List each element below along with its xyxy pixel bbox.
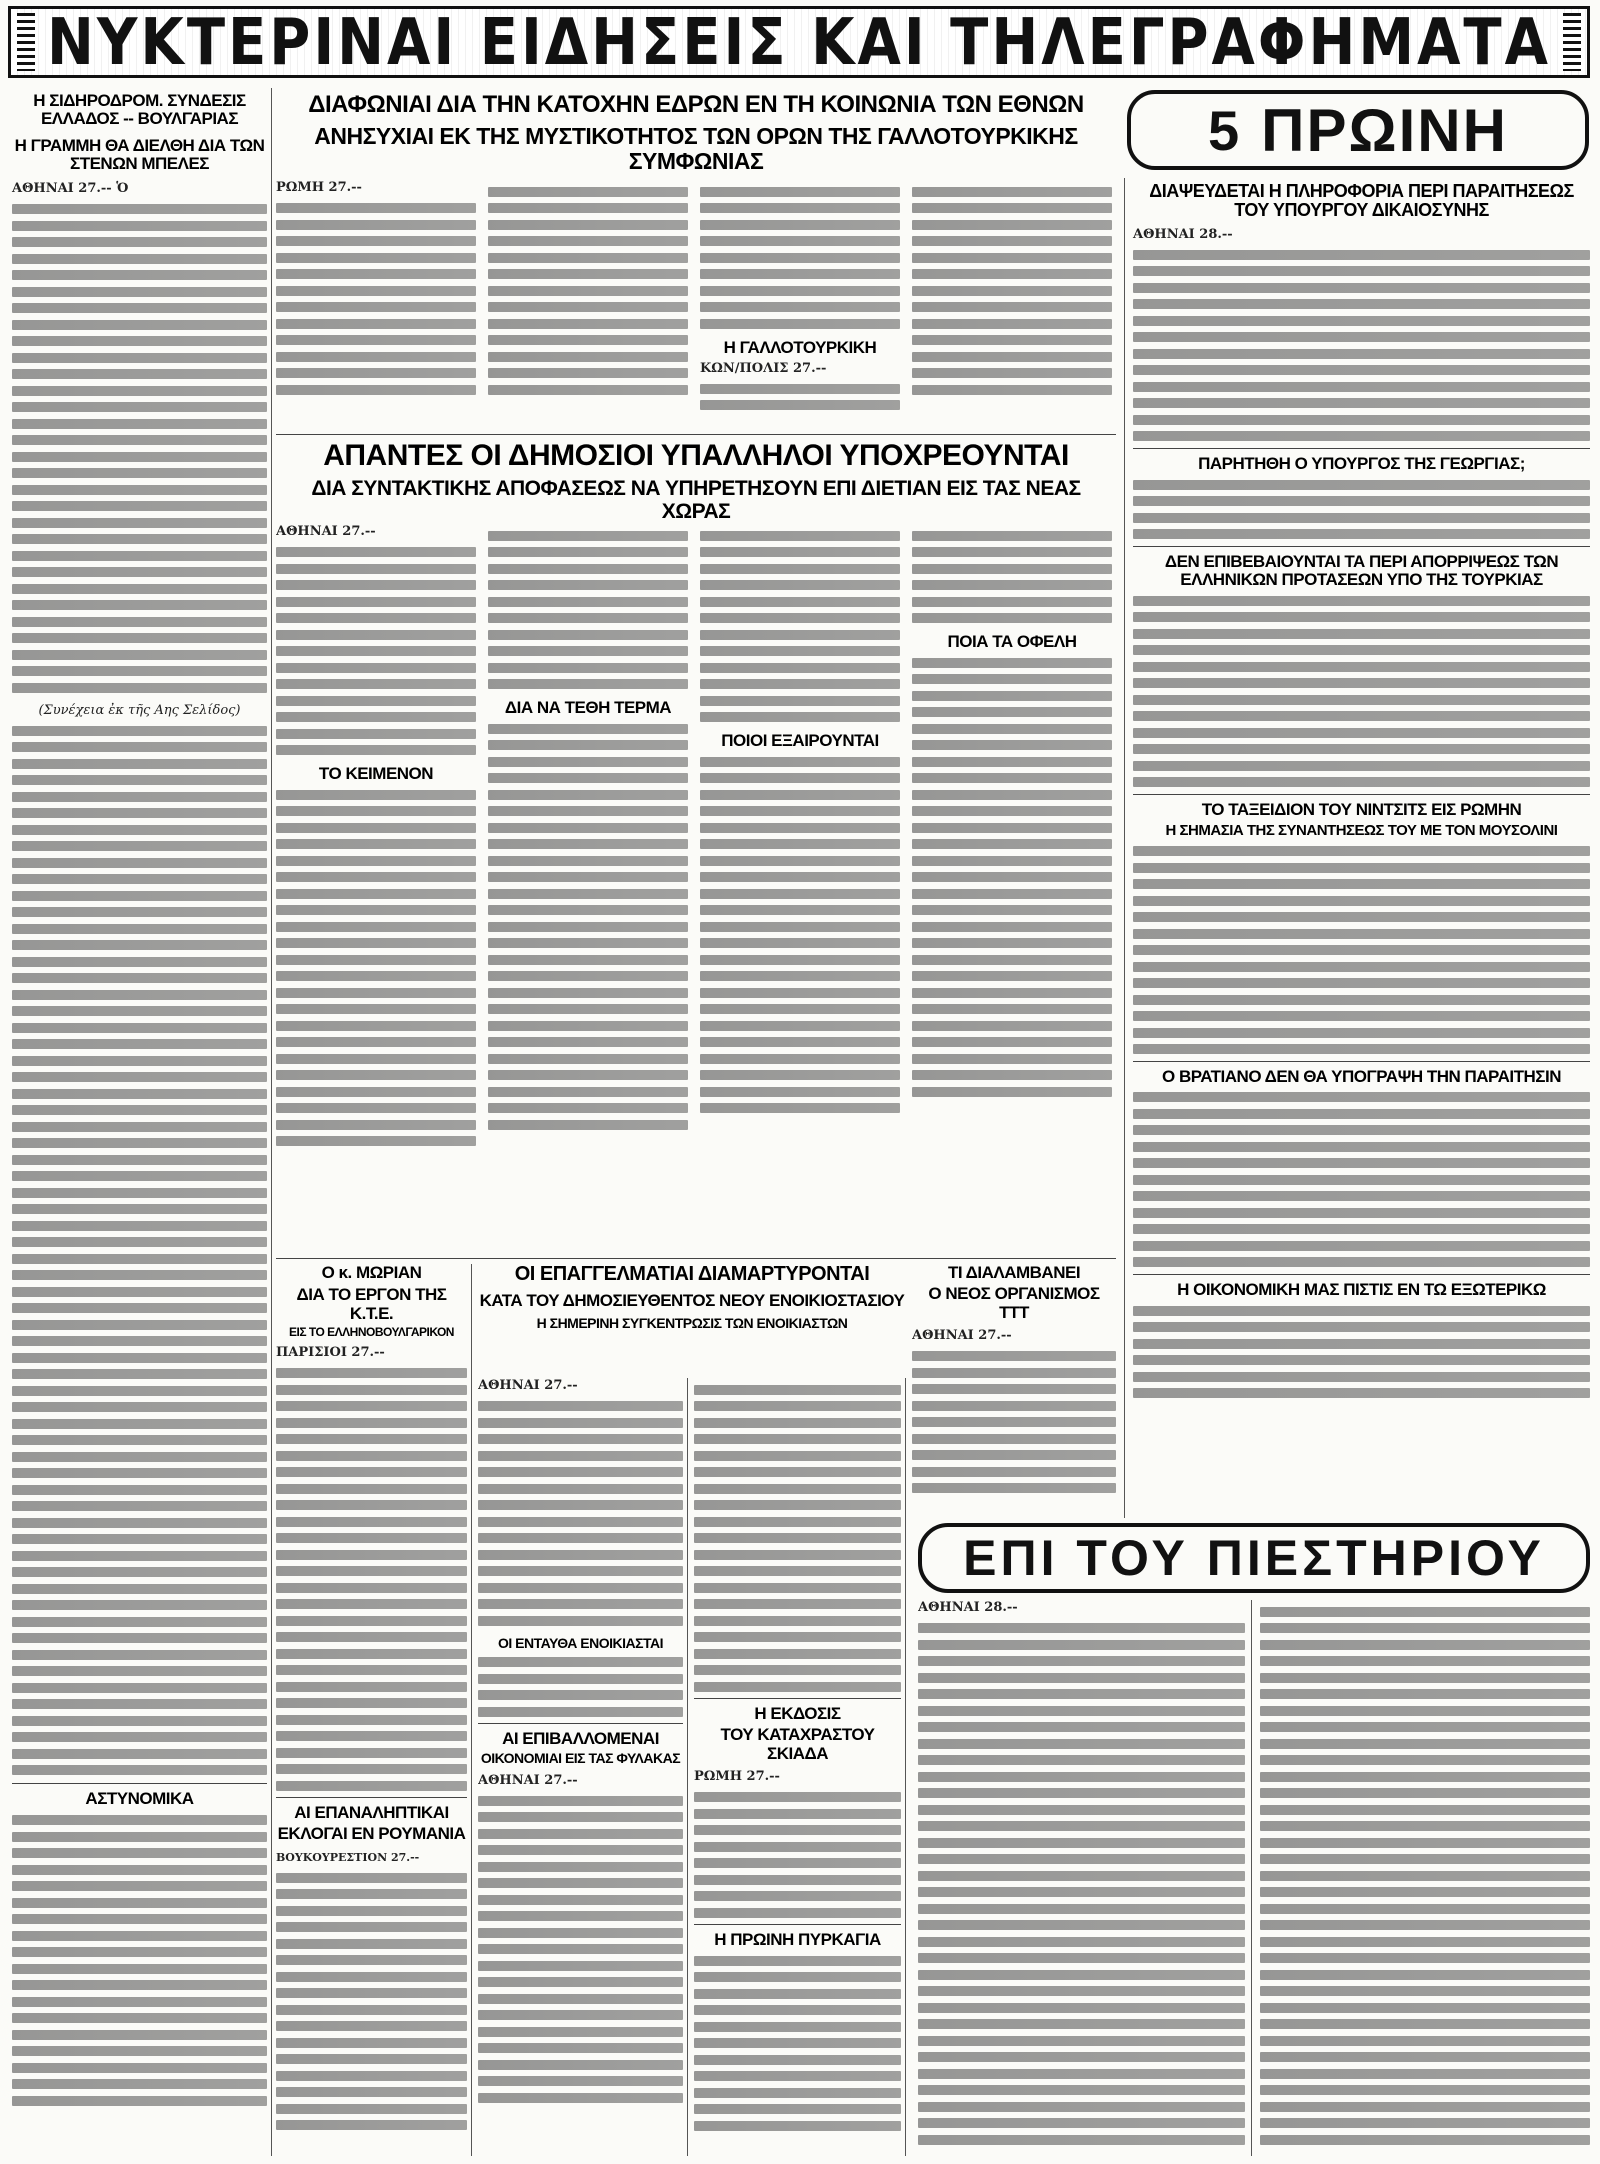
left-continuation-note: (Συνέχεια ἐκ τῆς Αης Σελίδος) bbox=[38, 702, 241, 718]
edition-badge-number: 5 bbox=[1208, 98, 1240, 162]
ttt-dateline: ΑΘΗΝΑΙ 27.-- bbox=[912, 1328, 1012, 1344]
tenants-headline-1: ΟΙ ΕΠΑΓΓΕΛΜΑΤΙΑΙ ΔΙΑΜΑΡΤΥΡΟΝΤΑΙ bbox=[514, 1264, 870, 1285]
top-article-rule bbox=[276, 434, 1116, 435]
agriculture-minister-headline: ΠΑΡΗΤΗΘΗ Ο ΥΠΟΥΡΓΟΣ ΤΗΣ ΓΕΩΡΓΙΑΣ; bbox=[1198, 453, 1525, 473]
mussolini-meeting-headline: Η ΣΗΜΑΣΙΑ ΤΗΣ ΣΥΝΑΝΤΗΣΕΩΣ ΤΟΥ ΜΕ ΤΟΝ ΜΟΥΣΟΛΙΝΙ bbox=[1165, 822, 1558, 840]
masthead bbox=[8, 6, 1590, 78]
ttt-headline-2: Ο ΝΕΟΣ ΟΡΓΑΝΙΣΜΟΣ ΤΤΤ bbox=[928, 1284, 1100, 1322]
left-column bbox=[8, 88, 272, 2156]
romania-headline-1: ΑΙ ΕΠΑΝΑΛΗΠΤΙΚΑΙ bbox=[294, 1803, 449, 1823]
top-article-body bbox=[276, 180, 1116, 430]
turkey-proposals-headline: ΔΕΝ ΕΠΙΒΕΒΑΙΟΥΝΤΑΙ ΤΑ ΠΕΡΙ ΑΠΟΡΡΙΨΕΩΣ ΤΩΝ ΕΛΛΗΝΙΚΩΝ ΠΡΟΤΑΣΕΩΝ ΥΠΟ ΤΗΣ ΤΟΥΡΚΙΑΣ bbox=[1164, 551, 1559, 590]
morian-dateline: ΠΑΡΙΣΙΟΙ 27.-- bbox=[276, 1345, 385, 1361]
middle-subheading-end: ΔΙΑ ΝΑ ΤΕΘΗ ΤΕΡΜΑ bbox=[504, 698, 672, 717]
tenants-dateline: ΑΘΗΝΑΙ 27.-- bbox=[478, 1378, 578, 1393]
romania-headline-2: ΕΚΛΟΓΑΙ ΕΝ ΡΟΥΜΑΝΙΑ bbox=[277, 1824, 466, 1844]
top-dateline: ΡΩΜΗ 27.-- bbox=[276, 180, 362, 195]
top-headline-1: ΔΙΑΦΩΝΙΑΙ ΔΙΑ ΤΗΝ ΚΑΤΟΧΗΝ ΕΔΡΩΝ ΕΝ ΤΗ ΚΟΙΝΩΝΙΑ ΤΩΝ ΕΘΝΩΝ bbox=[308, 92, 1084, 118]
left-dateline: ΑΘΗΝΑΙ 27.-- Ὁ bbox=[12, 181, 129, 197]
morian-headline-2: ΔΙΑ ΤΟ ΕΡΓΟΝ ΤΗΣ Κ.Τ.Ε. bbox=[296, 1285, 447, 1323]
tenants-headline-2: ΚΑΤΑ ΤΟΥ ΔΗΜΟΣΙΕΥΘΕΝΤΟΣ ΝΕΟΥ ΕΝΟΙΚΙΟΣΤΑΣΙΟΥ bbox=[479, 1290, 905, 1310]
press-col-left bbox=[918, 1600, 1252, 2156]
left-headline-1: Η ΣΙΔΗΡΟΔΡΟΜ. ΣΥΝΔΕΣΙΣ ΕΛΛΑΔΟΣ -- ΒΟΥΛΓΑΡΙΑΣ bbox=[33, 91, 246, 129]
skiadas-headline-1: Η ΕΚΔΟΣΙΣ bbox=[754, 1704, 841, 1723]
romania-dateline: ΒΟΥΚΟΥΡΕΣΤΙΟΝ 27.-- bbox=[276, 1850, 420, 1864]
middle-subheading-text: ΤΟ ΚΕΙΜΕΝΟΝ bbox=[318, 764, 434, 783]
masthead-ornament-left bbox=[17, 13, 35, 71]
tenants-headline-block bbox=[478, 1264, 906, 1384]
middle-subheading-exempt: ΠΟΙΟΙ ΕΞΑΙΡΟΥΝΤΑΙ bbox=[721, 731, 879, 750]
ttt-block bbox=[912, 1264, 1116, 1520]
justice-dateline: ΑΘΗΝΑΙ 28.-- bbox=[1133, 226, 1233, 242]
left-article-text bbox=[8, 204, 271, 693]
top-sub-dateline: ΚΩΝ/ΠΟΛΙΣ 27.-- bbox=[700, 360, 827, 376]
top-headline-block bbox=[276, 92, 1116, 176]
local-tenants-headline: ΟΙ ΕΝΤΑΥΘΑ ΕΝΟΙΚΙΑΣΤΑΙ bbox=[497, 1634, 664, 1651]
lower-col-a bbox=[276, 1264, 472, 2156]
prisons-dateline: ΑΘΗΝΑΙ 27.-- bbox=[478, 1772, 578, 1788]
middle-article-rule bbox=[276, 1258, 1116, 1259]
left-continued-text bbox=[8, 726, 271, 1776]
skiadas-headline-2: ΤΟΥ ΚΑΤΑΧΡΑΣΤΟΥ ΣΚΙΑΔΑ bbox=[720, 1725, 875, 1763]
justice-minister-headline: ΔΙΑΨΕΥΔΕΤΑΙ Η ΠΛΗΡΟΦΟΡΙΑ ΠΕΡΙ ΠΑΡΑΙΤΗΣΕΩΣ ΤΟΥ ΥΠΟΥΡΓΟΥ ΔΙΚΑΙΟΣΥΝΗΣ bbox=[1149, 181, 1574, 221]
top-headline-2: ΑΝΗΣΥΧΙΑΙ ΕΚ ΤΗΣ ΜΥΣΤΙΚΟΤΗΤΟΣ ΤΩΝ ΟΡΩΝ ΤΗΣ ΓΑΛΛΟΤΟΥΡΚΙΚΗΣ ΣΥΜΦΩΝΙΑΣ bbox=[314, 122, 1078, 174]
morian-headline-3: ΕΙΣ ΤΟ ΕΛΛΗΝΟΒΟΥΛΓΑΡΙΚΟΝ bbox=[289, 1325, 454, 1340]
middle-dateline: ΑΘΗΝΑΙ 27.-- bbox=[276, 524, 376, 539]
edition-badge bbox=[1127, 90, 1589, 170]
prisons-headline-1: ΑΙ ΕΠΙΒΑΛΛΟΜΕΝΑΙ bbox=[502, 1729, 659, 1749]
press-dateline: ΑΘΗΝΑΙ 28.-- bbox=[918, 1600, 1018, 1615]
left-police-text bbox=[8, 1815, 271, 2106]
morian-headline-1: Ο κ. ΜΩΡΙΑΝ bbox=[321, 1264, 422, 1282]
fire-headline: Η ΠΡΩΙΝΗ ΠΥΡΚΑΓΙΑ bbox=[714, 1930, 881, 1950]
prisons-headline-2: ΟΙΚΟΝΟΜΙΑΙ ΕΙΣ ΤΑΣ ΦΥΛΑΚΑΣ bbox=[480, 1750, 681, 1767]
credit-abroad-headline: Η ΟΙΚΟΝΟΜΙΚΗ ΜΑΣ ΠΙΣΤΙΣ ΕΝ ΤΩ ΕΞΩΤΕΡΙΚΩ bbox=[1177, 1279, 1546, 1299]
lower-col-c bbox=[694, 1378, 906, 2156]
left-headline-2: Η ΓΡΑΜΜΗ ΘΑ ΔΙΕΛΘΗ ΔΙΑ ΤΩΝ ΣΤΕΝΩΝ ΜΠΕΛΕΣ bbox=[14, 135, 265, 174]
skiadas-dateline: ΡΩΜΗ 27.-- bbox=[694, 1769, 780, 1785]
press-section-title: ΕΠΙ ΤΟΥ ΠΙΕΣΤΗΡΙΟΥ bbox=[963, 1530, 1545, 1586]
lower-col-b bbox=[478, 1378, 688, 2156]
middle-headline-1: ΑΠΑΝΤΕΣ ΟΙ ΔΗΜΟΣΙΟΙ ΥΠΑΛΛΗΛΟΙ ΥΠΟΧΡΕΟΥΝΤΑΙ bbox=[323, 440, 1069, 472]
bratianu-headline: Ο ΒΡΑΤΙΑΝΟ ΔΕΝ ΘΑ ΥΠΟΓΡΑΨΗ ΤΗΝ ΠΑΡΑΙΤΗΣΙΝ bbox=[1162, 1066, 1561, 1086]
edition-badge-word: ΠΡΩΙΝΗ bbox=[1261, 96, 1508, 164]
middle-subheading-benefits: ΠΟΙΑ ΤΑ ΟΦΕΛΗ bbox=[947, 632, 1077, 651]
masthead-ornament-right bbox=[1563, 13, 1581, 71]
nincic-trip-headline: ΤΟ ΤΑΞΕΙΔΙΟΝ ΤΟΥ ΝΙΝΤΣΙΤΣ ΕΙΣ ΡΩΜΗΝ bbox=[1201, 799, 1522, 819]
left-police-heading: ΑΣΤΥΝΟΜΙΚΑ bbox=[85, 1789, 194, 1809]
middle-headline-2: ΔΙΑ ΣΥΝΤΑΚΤΙΚΗΣ ΑΠΟΦΑΣΕΩΣ ΝΑ ΥΠΗΡΕΤΗΣΟΥΝ ΕΠΙ ΔΙΕΤΙΑΝ ΕΙΣ ΤΑΣ ΝΕΑΣ ΧΩΡΑΣ bbox=[311, 477, 1081, 520]
press-section-banner bbox=[918, 1523, 1590, 1593]
masthead-title: ΝΥΚΤΕΡΙΝΑΙ ΕΙΔΗΣΕΙΣ ΚΑΙ ΤΗΛΕΓΡΑΦΗΜΑΤΑ bbox=[47, 4, 1551, 80]
right-column bbox=[1124, 178, 1590, 1518]
middle-article-body bbox=[276, 524, 1116, 1254]
middle-headline-block bbox=[276, 440, 1116, 520]
tenants-headline-3: Η ΣΗΜΕΡΙΝΗ ΣΥΓΚΕΝΤΡΩΣΙΣ ΤΩΝ ΕΝΟΙΚΙΑΣΤΩΝ bbox=[536, 1314, 848, 1331]
press-col-right bbox=[1260, 1600, 1590, 2156]
ttt-headline-1: ΤΙ ΔΙΑΛΑΜΒΑΝΕΙ bbox=[947, 1264, 1081, 1282]
top-subheading: Η ΓΑΛΛΟΤΟΥΡΚΙΚΗ bbox=[723, 337, 877, 357]
